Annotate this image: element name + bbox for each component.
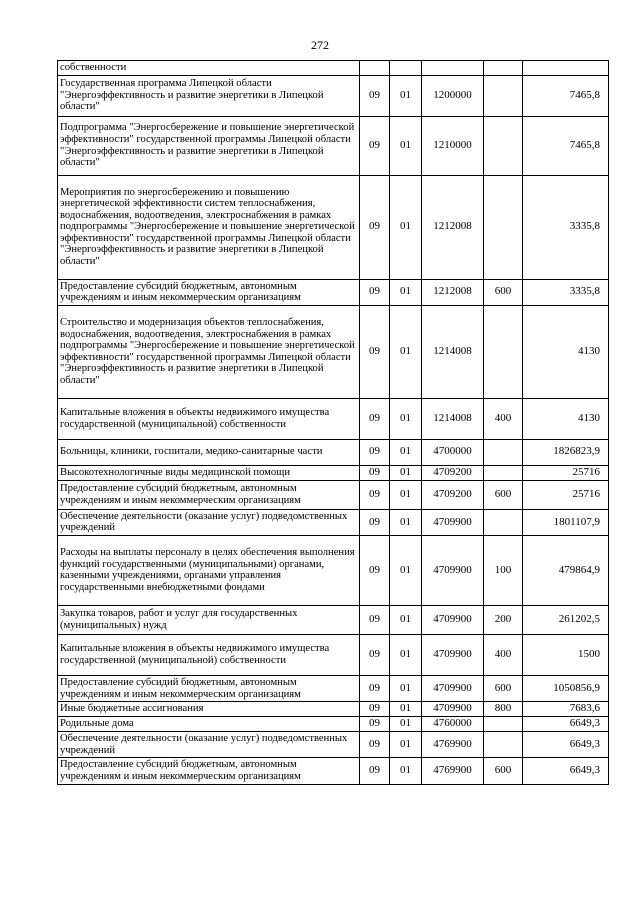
section-code: 09 (360, 758, 390, 784)
subsection-code: 01 (390, 675, 422, 701)
amount-value: 479864,9 (523, 535, 609, 605)
page-number: 272 (311, 38, 329, 52)
amount-value: 6649,3 (523, 758, 609, 784)
subsection-code: 01 (390, 480, 422, 509)
subsection-code: 01 (390, 717, 422, 732)
expense-type-code (484, 61, 523, 76)
row-name: Строительство и модернизация объектов теплоснабжения, водоснабжения, водоотведения, электроснабжения в рамках подпрограммы "Энергосбережение и повышение энергетической эффективности" государственной программы Липецкой области "Энергоэффективность и развитие энергетики в Липецкой области" (58, 305, 360, 398)
row-name: Обеспечение деятельности (оказание услуг) подведомственных учреждений (58, 732, 360, 758)
expense-type-code: 400 (484, 398, 523, 439)
target-article-code: 4709900 (422, 675, 484, 701)
target-article-code: 1212008 (422, 175, 484, 279)
row-name: Родильные дома (58, 717, 360, 732)
target-article-code: 1214008 (422, 305, 484, 398)
table-row (58, 398, 609, 439)
target-article-code (422, 61, 484, 76)
table-row (58, 175, 609, 279)
target-article-code: 1214008 (422, 398, 484, 439)
amount-value: 1500 (523, 634, 609, 675)
target-article-code: 4709200 (422, 465, 484, 480)
subsection-code: 01 (390, 279, 422, 305)
row-name: Предоставление субсидий бюджетным, автономным учреждениям и иным некоммерческим организациям (58, 480, 360, 509)
expense-type-code: 800 (484, 702, 523, 717)
subsection-code: 01 (390, 75, 422, 116)
target-article-code: 4769900 (422, 758, 484, 784)
target-article-code: 4709900 (422, 535, 484, 605)
table-row (58, 305, 609, 398)
amount-value: 25716 (523, 465, 609, 480)
section-code: 09 (360, 398, 390, 439)
expense-type-code (484, 717, 523, 732)
section-code: 09 (360, 305, 390, 398)
amount-value: 1050856,9 (523, 675, 609, 701)
amount-value: 25716 (523, 480, 609, 509)
amount-value: 7465,8 (523, 75, 609, 116)
target-article-code: 4760000 (422, 717, 484, 732)
amount-value: 1826823,9 (523, 439, 609, 465)
row-name: Подпрограмма "Энергосбережение и повышение энергетической эффективности" государственной программы Липецкой области "Энергоэффективность и развитие энергетики в Липецкой области" (58, 116, 360, 175)
section-code: 09 (360, 75, 390, 116)
table-row (58, 634, 609, 675)
table-row (58, 535, 609, 605)
target-article-code: 4709200 (422, 480, 484, 509)
amount-value: 6649,3 (523, 732, 609, 758)
expense-type-code (484, 509, 523, 535)
amount-value: 7465,8 (523, 116, 609, 175)
section-code: 09 (360, 605, 390, 634)
row-name: Закупка товаров, работ и услуг для государственных (муниципальных) нужд (58, 605, 360, 634)
row-name: Обеспечение деятельности (оказание услуг) подведомственных учреждений (58, 509, 360, 535)
table-row (58, 465, 609, 480)
subsection-code: 01 (390, 535, 422, 605)
expense-type-code: 100 (484, 535, 523, 605)
section-code: 09 (360, 509, 390, 535)
row-name: Предоставление субсидий бюджетным, автономным учреждениям и иным некоммерческим организациям (58, 758, 360, 784)
row-name: Иные бюджетные ассигнования (58, 702, 360, 717)
table-row (58, 732, 609, 758)
expense-type-code (484, 465, 523, 480)
target-article-code: 4709900 (422, 702, 484, 717)
expense-type-code: 200 (484, 605, 523, 634)
amount-value: 1801107,9 (523, 509, 609, 535)
subsection-code: 01 (390, 605, 422, 634)
section-code: 09 (360, 279, 390, 305)
target-article-code: 1200000 (422, 75, 484, 116)
budget-table (57, 60, 609, 785)
amount-value: 7683,6 (523, 702, 609, 717)
amount-value: 3335,8 (523, 279, 609, 305)
subsection-code: 01 (390, 634, 422, 675)
table-row (58, 675, 609, 701)
table-row (58, 605, 609, 634)
target-article-code: 4709900 (422, 634, 484, 675)
table-row (58, 439, 609, 465)
expense-type-code (484, 75, 523, 116)
target-article-code: 1212008 (422, 279, 484, 305)
table-row (58, 717, 609, 732)
amount-value: 4130 (523, 305, 609, 398)
table-row (58, 279, 609, 305)
section-code: 09 (360, 535, 390, 605)
target-article-code: 4700000 (422, 439, 484, 465)
table-row (58, 480, 609, 509)
target-article-code: 1210000 (422, 116, 484, 175)
amount-value: 3335,8 (523, 175, 609, 279)
expense-type-code (484, 116, 523, 175)
row-name: Капитальные вложения в объекты недвижимого имущества государственной (муниципальной) собственности (58, 634, 360, 675)
amount-value (523, 61, 609, 76)
subsection-code: 01 (390, 305, 422, 398)
subsection-code: 01 (390, 465, 422, 480)
subsection-code: 01 (390, 175, 422, 279)
expense-type-code (484, 175, 523, 279)
section-code: 09 (360, 439, 390, 465)
section-code: 09 (360, 702, 390, 717)
subsection-code: 01 (390, 439, 422, 465)
subsection-code: 01 (390, 758, 422, 784)
amount-value: 6649,3 (523, 717, 609, 732)
table-row (58, 116, 609, 175)
section-code: 09 (360, 116, 390, 175)
subsection-code: 01 (390, 509, 422, 535)
row-name: Расходы на выплаты персоналу в целях обеспечения выполнения функций государственными (муниципальными) органами, казенными учреждениями, органами управления государственными внебюджетными фондами (58, 535, 360, 605)
table-row (58, 509, 609, 535)
subsection-code: 01 (390, 732, 422, 758)
section-code: 09 (360, 465, 390, 480)
subsection-code: 01 (390, 398, 422, 439)
table-row (58, 75, 609, 116)
expense-type-code (484, 305, 523, 398)
section-code: 09 (360, 717, 390, 732)
subsection-code: 01 (390, 116, 422, 175)
section-code: 09 (360, 675, 390, 701)
expense-type-code: 600 (484, 758, 523, 784)
section-code: 09 (360, 732, 390, 758)
row-name: Предоставление субсидий бюджетным, автономным учреждениям и иным некоммерческим организациям (58, 279, 360, 305)
row-name: Мероприятия по энергосбережению и повышению энергетической эффективности систем теплоснабжения, водоснабжения, водоотведения, электроснабжения в рамках подпрограммы "Энергосбережение и повышение энергетической эффективности" государственной программы Липецкой области "Энергоэффективность и развитие энергетики в Липецкой области" (58, 175, 360, 279)
expense-type-code: 600 (484, 279, 523, 305)
subsection-code (390, 61, 422, 76)
row-name: Больницы, клиники, госпитали, медико-санитарные части (58, 439, 360, 465)
target-article-code: 4709900 (422, 509, 484, 535)
row-name: собственности (58, 61, 360, 76)
row-name: Государственная программа Липецкой области "Энергоэффективность и развитие энергетики в Липецкой области" (58, 75, 360, 116)
target-article-code: 4769900 (422, 732, 484, 758)
section-code: 09 (360, 480, 390, 509)
section-code: 09 (360, 634, 390, 675)
expense-type-code: 600 (484, 675, 523, 701)
expense-type-code: 600 (484, 480, 523, 509)
expense-type-code: 400 (484, 634, 523, 675)
expense-type-code (484, 439, 523, 465)
section-code (360, 61, 390, 76)
table-row (58, 702, 609, 717)
target-article-code: 4709900 (422, 605, 484, 634)
row-name: Высокотехнологичные виды медицинской помощи (58, 465, 360, 480)
section-code: 09 (360, 175, 390, 279)
table-row (58, 758, 609, 784)
subsection-code: 01 (390, 702, 422, 717)
amount-value: 4130 (523, 398, 609, 439)
row-name: Капитальные вложения в объекты недвижимого имущества государственной (муниципальной) собственности (58, 398, 360, 439)
amount-value: 261202,5 (523, 605, 609, 634)
expense-type-code (484, 732, 523, 758)
row-name: Предоставление субсидий бюджетным, автономным учреждениям и иным некоммерческим организациям (58, 675, 360, 701)
table-row (58, 61, 609, 76)
